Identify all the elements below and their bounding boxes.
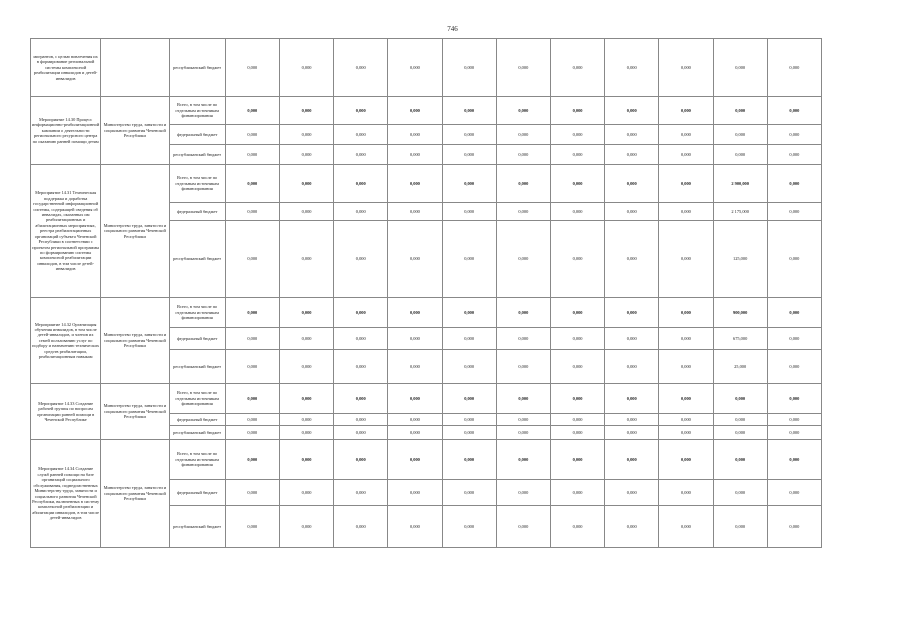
table-row xyxy=(31,97,822,125)
executor-cell: Министерство труда, занятости и социального развития Чеченской Республики xyxy=(101,440,169,548)
table-row xyxy=(31,440,822,480)
amount-cell: 0,000 xyxy=(713,506,767,548)
amount-cell: 0,000 xyxy=(550,440,604,480)
amount-cell: 0,000 xyxy=(334,221,388,298)
amount-cell: 0,000 xyxy=(442,39,496,97)
funding-source-cell: Всего, в том числе по отдельным источникам финансирования xyxy=(169,298,225,328)
amount-cell: 0,000 xyxy=(713,384,767,414)
amount-cell: 0,000 xyxy=(334,506,388,548)
amount-cell: 0,000 xyxy=(279,426,333,440)
event-cell: Мероприятие 14.32 Организация обучения инвалидов, в том числе детей-инвалидов, и членов их семей пользованию услуг по подбору и назначению технических средств реабилитации, реабилитационным навыкам xyxy=(31,298,101,384)
funding-source-cell: федеральный бюджет xyxy=(169,125,225,145)
amount-cell: 0,000 xyxy=(767,203,821,221)
amount-cell: 0,000 xyxy=(334,298,388,328)
event-cell: Мероприятие 14.34 Создание служб ранней помощи на базе организаций социального обслуживания, подведомственных Министерству труда, занятости и социального развития Чеченской Республики, включенных в систему комплексной реабилитации и абилитации инвалидов, в том числе детей-инвалидов xyxy=(31,440,101,548)
amount-cell: 0,000 xyxy=(496,384,550,414)
funding-source-cell: республиканский бюджет xyxy=(169,145,225,165)
funding-source-cell: республиканский бюджет xyxy=(169,426,225,440)
amount-cell: 0,000 xyxy=(334,97,388,125)
amount-cell: 0,000 xyxy=(388,125,442,145)
amount-cell: 0,000 xyxy=(225,145,279,165)
amount-cell: 0,000 xyxy=(605,145,659,165)
amount-cell: 0,000 xyxy=(767,328,821,350)
amount-cell: 0,000 xyxy=(605,328,659,350)
amount-cell: 0,000 xyxy=(442,165,496,203)
amount-cell: 125,000 xyxy=(713,221,767,298)
budget-table xyxy=(30,38,822,548)
amount-cell: 0,000 xyxy=(496,203,550,221)
amount-cell: 0,000 xyxy=(767,414,821,426)
executor-cell: Министерство труда, занятости и социального развития Чеченской Республики xyxy=(101,298,169,384)
amount-cell: 0,000 xyxy=(496,480,550,506)
amount-cell: 0,000 xyxy=(442,221,496,298)
amount-cell: 0,000 xyxy=(225,384,279,414)
amount-cell: 0,000 xyxy=(442,350,496,384)
amount-cell: 0,000 xyxy=(659,97,713,125)
amount-cell: 0,000 xyxy=(605,298,659,328)
amount-cell: 0,000 xyxy=(605,39,659,97)
amount-cell: 0,000 xyxy=(550,221,604,298)
amount-cell: 0,000 xyxy=(605,426,659,440)
amount-cell: 0,000 xyxy=(659,350,713,384)
amount-cell: 0,000 xyxy=(334,145,388,165)
amount-cell: 0,000 xyxy=(388,97,442,125)
amount-cell: 0,000 xyxy=(659,506,713,548)
amount-cell: 0,000 xyxy=(279,165,333,203)
amount-cell: 25,000 xyxy=(713,350,767,384)
amount-cell: 0,000 xyxy=(442,506,496,548)
amount-cell: 0,000 xyxy=(550,39,604,97)
amount-cell: 0,000 xyxy=(767,384,821,414)
funding-source-cell: республиканский бюджет xyxy=(169,350,225,384)
amount-cell: 0,000 xyxy=(767,221,821,298)
event-cell: Мероприятие 14.31 Техническая поддержка и доработка государственной информационной системы, содержащей сведения об инвалидах, оказанных им реабилитационных и абилитационных мероприятиях, реестра реабилитационных организаций субъекта Чеченской Республики в соответствии с проектом региональной программы по формированию системы комплексной реабилитации инвалидов, в том числе детей-инвалидов xyxy=(31,165,101,298)
amount-cell: 0,000 xyxy=(334,414,388,426)
amount-cell: 0,000 xyxy=(388,298,442,328)
amount-cell: 0,000 xyxy=(388,145,442,165)
amount-cell: 0,000 xyxy=(659,165,713,203)
event-cell: Мероприятие 14.30 Процесс информационно-реабилитационной кампании о деятельности регионального ресурсного центра по оказанию ранней помощи детям xyxy=(31,97,101,165)
amount-cell: 0,000 xyxy=(496,165,550,203)
funding-source-cell: Всего, в том числе по отдельным источникам финансирования xyxy=(169,97,225,125)
amount-cell: 0,000 xyxy=(713,145,767,165)
amount-cell: 0,000 xyxy=(659,426,713,440)
amount-cell: 0,000 xyxy=(659,145,713,165)
amount-cell: 0,000 xyxy=(605,165,659,203)
amount-cell: 0,000 xyxy=(442,97,496,125)
amount-cell: 0,000 xyxy=(388,506,442,548)
amount-cell: 0,000 xyxy=(225,221,279,298)
amount-cell: 0,000 xyxy=(496,426,550,440)
amount-cell: 0,000 xyxy=(279,384,333,414)
amount-cell: 0,000 xyxy=(279,97,333,125)
amount-cell: 0,000 xyxy=(388,414,442,426)
amount-cell: 0,000 xyxy=(496,221,550,298)
amount-cell: 0,000 xyxy=(767,39,821,97)
amount-cell: 0,000 xyxy=(496,125,550,145)
executor-cell: Министерство труда, занятости и социального развития Чеченской Республики xyxy=(101,165,169,298)
amount-cell: 0,000 xyxy=(713,440,767,480)
amount-cell: 0,000 xyxy=(279,125,333,145)
amount-cell: 0,000 xyxy=(442,203,496,221)
amount-cell: 0,000 xyxy=(659,328,713,350)
amount-cell: 0,000 xyxy=(279,506,333,548)
amount-cell: 0,000 xyxy=(334,384,388,414)
amount-cell: 0,000 xyxy=(225,414,279,426)
amount-cell: 0,000 xyxy=(659,298,713,328)
executor-cell xyxy=(101,39,169,97)
amount-cell: 0,000 xyxy=(767,440,821,480)
amount-cell: 0,000 xyxy=(550,480,604,506)
amount-cell: 0,000 xyxy=(334,328,388,350)
amount-cell: 0,000 xyxy=(225,506,279,548)
amount-cell: 0,000 xyxy=(388,350,442,384)
event-cell: Мероприятие 14.33 Создание рабочей группы по вопросам организации ранней помощи в Чеченской Республике xyxy=(31,384,101,440)
amount-cell: 0,000 xyxy=(442,298,496,328)
amount-cell: 0,000 xyxy=(442,125,496,145)
amount-cell: 0,000 xyxy=(388,480,442,506)
amount-cell: 0,000 xyxy=(605,203,659,221)
amount-cell: 0,000 xyxy=(767,506,821,548)
amount-cell: 0,000 xyxy=(442,414,496,426)
funding-source-cell: федеральный бюджет xyxy=(169,328,225,350)
funding-source-cell: республиканский бюджет xyxy=(169,39,225,97)
amount-cell: 0,000 xyxy=(496,414,550,426)
amount-cell: 0,000 xyxy=(442,328,496,350)
table-row xyxy=(31,298,822,328)
amount-cell: 0,000 xyxy=(279,203,333,221)
amount-cell: 0,000 xyxy=(659,125,713,145)
amount-cell: 0,000 xyxy=(334,165,388,203)
amount-cell: 0,000 xyxy=(279,298,333,328)
amount-cell: 0,000 xyxy=(605,506,659,548)
amount-cell: 0,000 xyxy=(496,350,550,384)
amount-cell: 0,000 xyxy=(279,480,333,506)
amount-cell: 0,000 xyxy=(279,328,333,350)
amount-cell: 0,000 xyxy=(659,203,713,221)
funding-source-cell: Всего, в том числе по отдельным источникам финансирования xyxy=(169,384,225,414)
event-cell: мигрантов, с целью вовлечения их в формирование региональной системы комплексной реабилитации инвалидов и детей-инвалидов xyxy=(31,39,101,97)
funding-source-cell: федеральный бюджет xyxy=(169,480,225,506)
amount-cell: 0,000 xyxy=(550,298,604,328)
table-row xyxy=(31,384,822,414)
amount-cell: 0,000 xyxy=(225,440,279,480)
amount-cell: 0,000 xyxy=(659,414,713,426)
amount-cell: 0,000 xyxy=(279,440,333,480)
amount-cell: 0,000 xyxy=(767,480,821,506)
amount-cell: 0,000 xyxy=(659,39,713,97)
amount-cell: 0,000 xyxy=(605,480,659,506)
funding-source-cell: республиканский бюджет xyxy=(169,221,225,298)
amount-cell: 0,000 xyxy=(334,125,388,145)
amount-cell: 0,000 xyxy=(334,203,388,221)
amount-cell: 0,000 xyxy=(496,39,550,97)
amount-cell: 0,000 xyxy=(442,480,496,506)
amount-cell: 0,000 xyxy=(225,97,279,125)
amount-cell: 0,000 xyxy=(659,440,713,480)
executor-cell: Министерство труда, занятости и социального развития Чеченской Республики xyxy=(101,97,169,165)
amount-cell: 0,000 xyxy=(550,384,604,414)
amount-cell: 2 900,000 xyxy=(713,165,767,203)
amount-cell: 0,000 xyxy=(605,125,659,145)
amount-cell: 0,000 xyxy=(388,221,442,298)
amount-cell: 0,000 xyxy=(442,440,496,480)
amount-cell: 675,000 xyxy=(713,328,767,350)
amount-cell: 0,000 xyxy=(659,221,713,298)
amount-cell: 0,000 xyxy=(767,125,821,145)
table-row xyxy=(31,165,822,203)
amount-cell: 0,000 xyxy=(496,440,550,480)
amount-cell: 0,000 xyxy=(388,426,442,440)
amount-cell: 0,000 xyxy=(713,414,767,426)
amount-cell: 0,000 xyxy=(279,145,333,165)
amount-cell: 0,000 xyxy=(334,39,388,97)
amount-cell: 0,000 xyxy=(550,426,604,440)
amount-cell: 0,000 xyxy=(225,125,279,145)
amount-cell: 0,000 xyxy=(334,426,388,440)
amount-cell: 0,000 xyxy=(713,39,767,97)
amount-cell: 0,000 xyxy=(496,145,550,165)
executor-cell: Министерство труда, занятости и социального развития Чеченской Республики xyxy=(101,384,169,440)
amount-cell: 0,000 xyxy=(550,506,604,548)
amount-cell: 0,000 xyxy=(334,350,388,384)
funding-source-cell: федеральный бюджет xyxy=(169,203,225,221)
amount-cell: 0,000 xyxy=(225,480,279,506)
amount-cell: 0,000 xyxy=(279,414,333,426)
amount-cell: 0,000 xyxy=(605,221,659,298)
amount-cell: 0,000 xyxy=(388,328,442,350)
amount-cell: 0,000 xyxy=(442,145,496,165)
amount-cell: 0,000 xyxy=(388,440,442,480)
amount-cell: 0,000 xyxy=(713,125,767,145)
amount-cell: 0,000 xyxy=(550,328,604,350)
amount-cell: 0,000 xyxy=(713,426,767,440)
amount-cell: 900,000 xyxy=(713,298,767,328)
amount-cell: 0,000 xyxy=(225,298,279,328)
amount-cell: 0,000 xyxy=(713,480,767,506)
funding-source-cell: Всего, в том числе по отдельным источникам финансирования xyxy=(169,165,225,203)
amount-cell: 0,000 xyxy=(550,125,604,145)
amount-cell: 0,000 xyxy=(767,426,821,440)
amount-cell: 0,000 xyxy=(605,350,659,384)
amount-cell: 0,000 xyxy=(388,203,442,221)
amount-cell: 0,000 xyxy=(550,414,604,426)
amount-cell: 0,000 xyxy=(388,165,442,203)
amount-cell: 0,000 xyxy=(279,221,333,298)
amount-cell: 0,000 xyxy=(225,350,279,384)
amount-cell: 0,000 xyxy=(225,328,279,350)
amount-cell: 0,000 xyxy=(496,328,550,350)
amount-cell: 0,000 xyxy=(496,506,550,548)
amount-cell: 0,000 xyxy=(225,165,279,203)
page-number: 746 xyxy=(447,25,458,33)
amount-cell: 2 175,000 xyxy=(713,203,767,221)
amount-cell: 0,000 xyxy=(767,97,821,125)
amount-cell: 0,000 xyxy=(605,384,659,414)
amount-cell: 0,000 xyxy=(713,97,767,125)
amount-cell: 0,000 xyxy=(388,384,442,414)
amount-cell: 0,000 xyxy=(767,298,821,328)
amount-cell: 0,000 xyxy=(225,426,279,440)
amount-cell: 0,000 xyxy=(279,350,333,384)
table-row xyxy=(31,39,822,97)
amount-cell: 0,000 xyxy=(334,480,388,506)
amount-cell: 0,000 xyxy=(550,350,604,384)
amount-cell: 0,000 xyxy=(605,97,659,125)
amount-cell: 0,000 xyxy=(442,384,496,414)
amount-cell: 0,000 xyxy=(550,165,604,203)
amount-cell: 0,000 xyxy=(334,440,388,480)
amount-cell: 0,000 xyxy=(659,384,713,414)
amount-cell: 0,000 xyxy=(225,203,279,221)
funding-source-cell: Всего, в том числе по отдельным источникам финансирования xyxy=(169,440,225,480)
amount-cell: 0,000 xyxy=(388,39,442,97)
funding-source-cell: федеральный бюджет xyxy=(169,414,225,426)
amount-cell: 0,000 xyxy=(550,145,604,165)
amount-cell: 0,000 xyxy=(442,426,496,440)
amount-cell: 0,000 xyxy=(496,298,550,328)
amount-cell: 0,000 xyxy=(279,39,333,97)
amount-cell: 0,000 xyxy=(550,97,604,125)
amount-cell: 0,000 xyxy=(605,440,659,480)
amount-cell: 0,000 xyxy=(496,97,550,125)
amount-cell: 0,000 xyxy=(767,350,821,384)
amount-cell: 0,000 xyxy=(605,414,659,426)
amount-cell: 0,000 xyxy=(225,39,279,97)
funding-source-cell: республиканский бюджет xyxy=(169,506,225,548)
amount-cell: 0,000 xyxy=(767,145,821,165)
amount-cell: 0,000 xyxy=(550,203,604,221)
amount-cell: 0,000 xyxy=(767,165,821,203)
amount-cell: 0,000 xyxy=(659,480,713,506)
